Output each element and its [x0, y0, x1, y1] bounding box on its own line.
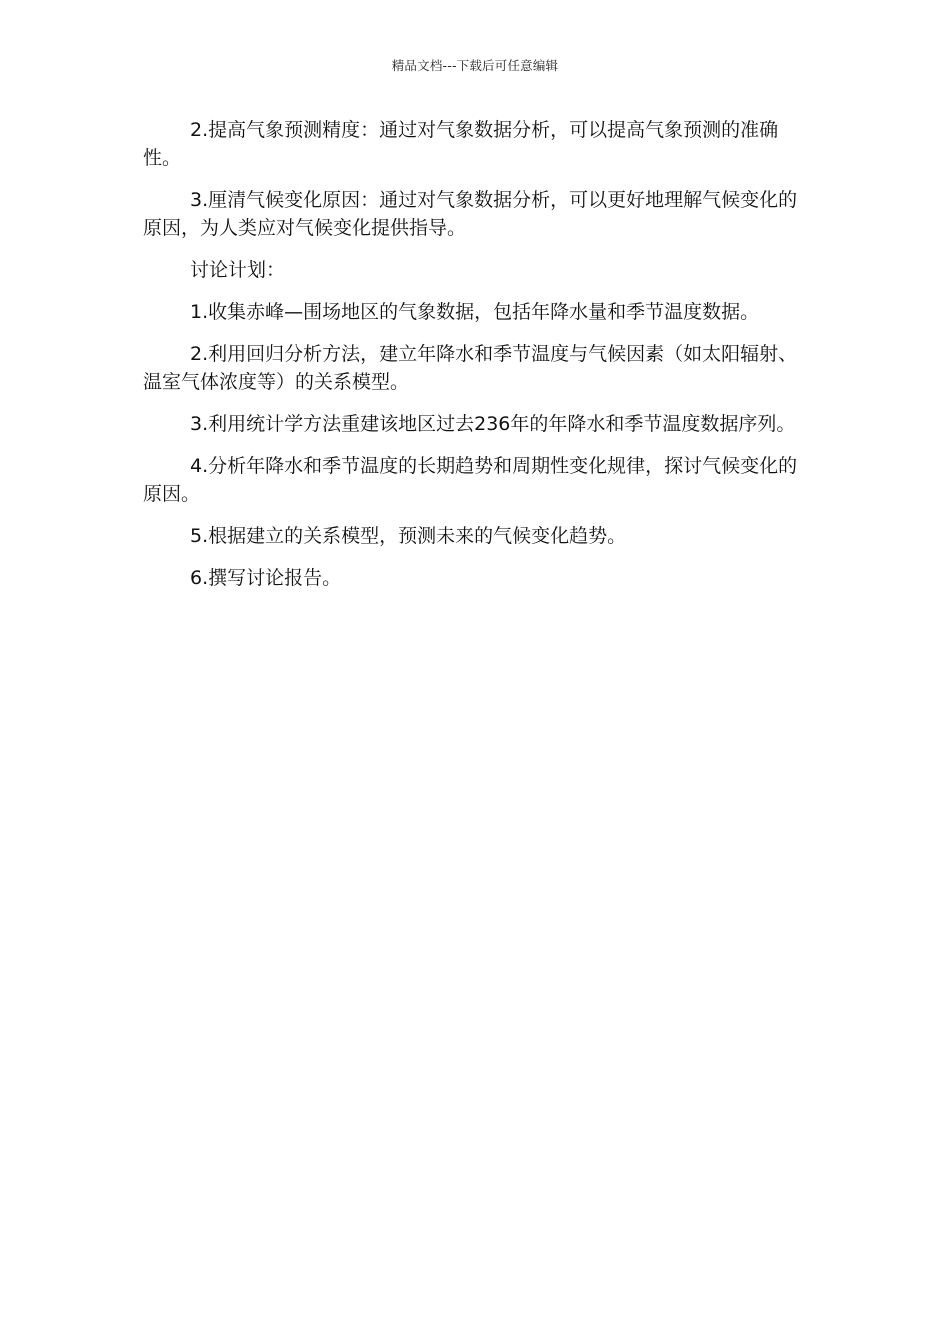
plan-item-4: 4.分析年降水和季节温度的长期趋势和周期性变化规律，探讨气候变化的原因。: [143, 455, 798, 505]
plan-item-2: 2.利用回归分析方法，建立年降水和季节温度与气候因素（如太阳辐射、温室气体浓度等）的关系模型。: [143, 343, 798, 393]
plan-item-3: 3.利用统计学方法重建该地区过去236年的年降水和季节温度数据序列。: [190, 413, 796, 435]
paragraph-goal-2: 2.提高气象预测精度：通过对气象数据分析，可以提高气象预测的准确性。: [143, 119, 779, 169]
page-header: 精品文档---下载后可任意编辑: [391, 58, 559, 73]
plan-item-1: 1.收集赤峰—围场地区的气象数据，包括年降水量和季节温度数据。: [190, 301, 760, 323]
document-body: [143, 116, 808, 606]
paragraph-goal-3: 3.厘清气候变化原因：通过对气象数据分析，可以更好地理解气候变化的原因，为人类应对气候变化提供指导。: [143, 189, 798, 239]
plan-item-5: 5.根据建立的关系模型，预测未来的气候变化趋势。: [190, 525, 627, 547]
section-heading-plan: 讨论计划：: [190, 259, 286, 281]
plan-item-6: 6.撰写讨论报告。: [190, 567, 342, 589]
